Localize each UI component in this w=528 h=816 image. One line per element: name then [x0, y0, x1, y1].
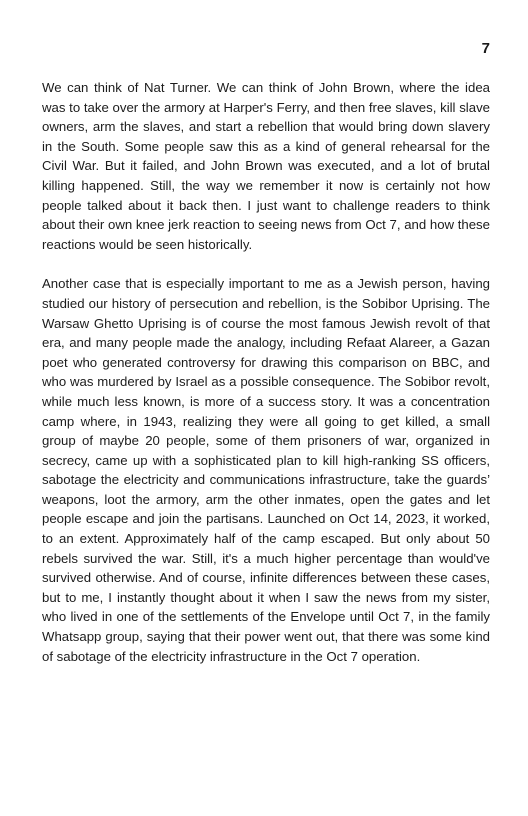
page-body	[42, 78, 490, 686]
page-number: 7	[481, 40, 490, 57]
body-paragraph-2: Another case that is especially important to me as a Jewish person, having studied our history of persecution and rebellion, is the Sobibor Uprising. The Warsaw Ghetto Uprising is of course the most famous Jewish revolt of that era, and many people made the analogy, including Refaat Alareer, a Gazan poet who generated controversy for drawing this comparison on BBC, and who was murdered by Israel as a possible consequence. The Sobibor revolt, while much less known, is more of a success story. It was a concentration camp where, in 1943, realizing they were all going to get killed, a small group of maybe 20 people, some of them prisoners of war, organized in secrecy, came up with a sophisticated plan to kill high-ranking SS officers, sabotage the electricity and communications infrastructure, take the guards’ weapons, loot the armory, arm the other inmates, open the gates and let people escape and join the partisans. Launched on Oct 14, 2023, it worked, to an extent. Approximately half of the camp escaped. But only about 50 rebels survived the war. Still, it's a much higher percentage than would've survived otherwise. And of course, infinite differences between these cases, but to me, I instantly thought about it when I saw the news from my sister, who lived in one of the settlements of the Envelope until Oct 7, in the family Whatsapp group, saying that their power went out, that there was some kind of sabotage of the electricity infrastructure in the Oct 7 operation.	[42, 276, 490, 664]
body-paragraph-1: We can think of Nat Turner. We can think of John Brown, where the idea was to take over the armory at Harper's Ferry, and then free slaves, kill slave owners, arm the slaves, and start a rebellion that would bring down slavery in the South. Some people saw this as a kind of general rehearsal for the Civil War. But it failed, and John Brown was executed, and a lot of brutal killing happened. Still, the way we remember it now is certainly not how people talked about it back then. I just want to challenge readers to think about their own knee jerk reaction to seeing news from Oct 7, and how these reactions would be seen historically.	[42, 80, 490, 252]
